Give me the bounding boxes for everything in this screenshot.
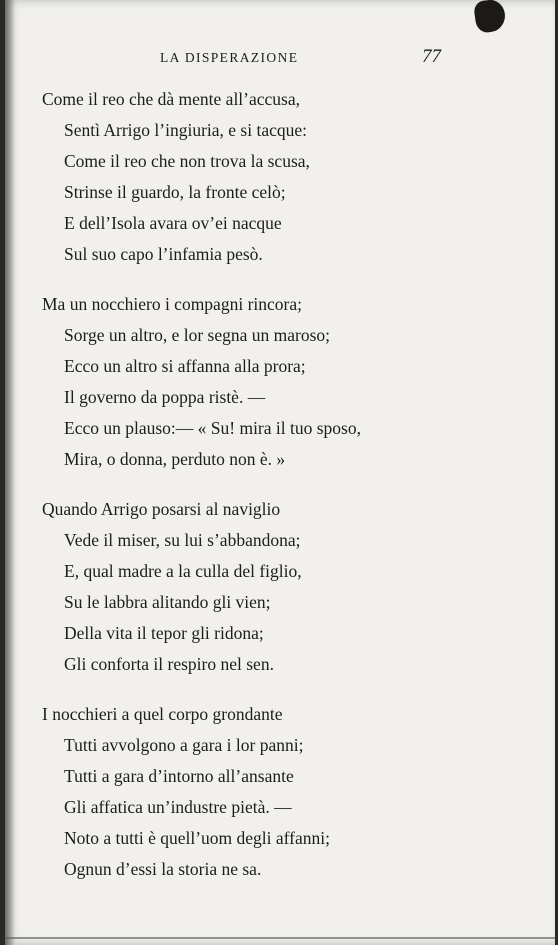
poem-line: Gli affatica un’industre pietà. — bbox=[64, 797, 292, 817]
poem-line: Come il reo che dà mente all’accusa, bbox=[42, 89, 301, 109]
poem-line: Mira, o donna, perduto non è. » bbox=[64, 449, 286, 469]
stanza-4 bbox=[42, 699, 542, 885]
page-header bbox=[5, 46, 555, 74]
page-number: 77 bbox=[422, 46, 441, 67]
book-page bbox=[5, 0, 555, 945]
poem-line: Su le labbra alitando gli vien; bbox=[64, 592, 271, 612]
poem-line: Della vita il tepor gli ridona; bbox=[64, 623, 264, 643]
poem-line: Sentì Arrigo l’ingiuria, e si tacque: bbox=[64, 120, 308, 140]
stanza-3 bbox=[42, 494, 542, 680]
poem-line: Sul suo capo l’infamia pesò. bbox=[64, 244, 263, 264]
poem-line: Ma un nocchiero i compagni rincora; bbox=[42, 294, 302, 314]
stanza-1 bbox=[42, 84, 542, 270]
poem-line: Quando Arrigo posarsi al naviglio bbox=[42, 499, 281, 519]
poem-line: Vede il miser, su lui s’abbandona; bbox=[64, 530, 301, 550]
poem-line: Ognun d’essi la storia ne sa. bbox=[64, 859, 262, 879]
poem-line: Come il reo che non trova la scusa, bbox=[64, 151, 310, 171]
poem-line: Noto a tutti è quell’uom degli affanni; bbox=[64, 828, 331, 848]
page-edge-shadow bbox=[5, 0, 15, 945]
poem-body bbox=[42, 84, 542, 904]
poem-line: Il governo da poppa ristè. — bbox=[64, 387, 266, 407]
poem-line: Tutti a gara d’intorno all’ansante bbox=[64, 766, 294, 786]
poem-line: Sorge un altro, e lor segna un maroso; bbox=[64, 325, 331, 345]
poem-line: Strinse il guardo, la fronte celò; bbox=[64, 182, 286, 202]
poem-line: Tutti avvolgono a gara i lor panni; bbox=[64, 735, 304, 755]
poem-line: Gli conforta il respiro nel sen. bbox=[64, 654, 274, 674]
ink-blot bbox=[473, 0, 507, 34]
poem-line: E dell’Isola avara ov’ei nacque bbox=[64, 213, 282, 233]
poem-line: Ecco un plauso:— « Su! mira il tuo sposo, bbox=[64, 418, 361, 438]
stanza-2 bbox=[42, 289, 542, 475]
poem-line: I nocchieri a quel corpo grondante bbox=[42, 704, 283, 724]
page-bottom-edge bbox=[5, 937, 555, 939]
poem-line: E, qual madre a la culla del figlio, bbox=[64, 561, 302, 581]
poem-line: Ecco un altro si affanna alla prora; bbox=[64, 356, 306, 376]
running-head: LA DISPERAZIONE bbox=[160, 50, 299, 65]
